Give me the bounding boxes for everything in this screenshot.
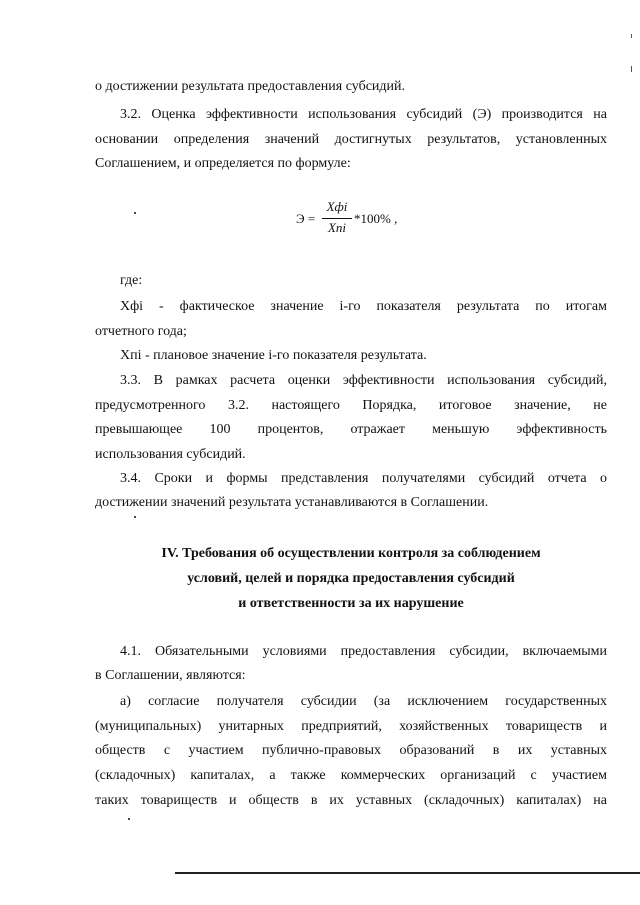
text-line: Соглашением, и определяется по формуле:	[95, 156, 351, 171]
text-line: (муниципальных) унитарных предприятий, хозяйственных товариществ и	[95, 719, 607, 734]
text-line: 3.3. В рамках расчета оценки эффективности использования субсидий,	[120, 373, 607, 388]
text-line: превышающее 100 процентов, отражает меньшую эффективность	[95, 422, 607, 437]
efficiency-formula	[296, 199, 446, 239]
formula-denominator: Хпi	[327, 220, 347, 235]
scan-edge-mark	[631, 34, 632, 38]
formula-rhs: *100% ,	[354, 211, 398, 226]
scan-edge-mark	[631, 66, 632, 72]
text-line: 3.4. Сроки и формы представления получателями субсидий отчета о	[120, 471, 607, 486]
text-line: использования субсидий.	[95, 447, 246, 462]
scan-speck	[134, 212, 136, 214]
text-line: основании определения значений достигнутых результатов, установленных	[95, 132, 607, 147]
section-heading-line: IV. Требования об осуществлении контроля за соблюдением	[161, 546, 541, 561]
formula-numerator: Хфi	[326, 199, 348, 214]
text-line: а) согласие получателя субсидии (за исключением государственных	[120, 694, 607, 709]
text-line: таких товариществ и обществ в их уставных (складочных) капиталах) на	[95, 793, 607, 808]
page-bottom-rule	[175, 872, 640, 874]
text-line: Хфi - фактическое значение i-го показателя результата по итогам	[120, 299, 607, 314]
text-line: о достижении результата предоставления субсидий.	[95, 79, 406, 94]
fraction-bar	[322, 218, 352, 219]
scan-speck	[134, 516, 136, 518]
formula-lhs: Э =	[296, 211, 316, 226]
text-line: где:	[120, 273, 143, 288]
text-line: достижении значений результата устанавливаются в Соглашении.	[95, 495, 489, 510]
section-heading-line: условий, целей и порядка предоставления субсидий	[187, 571, 515, 586]
text-line: предусмотренного 3.2. настоящего Порядка, итоговое значение, не	[95, 398, 607, 413]
scan-speck	[128, 818, 130, 820]
text-line: (складочных) капиталах, а также коммерческих организаций с участием	[95, 768, 607, 783]
text-line: отчетного года;	[95, 324, 187, 339]
text-line: обществ с участием публично-правовых образований в их уставных	[95, 743, 607, 758]
text-line: 3.2. Оценка эффективности использования субсидий (Э) производится на	[120, 107, 607, 122]
text-line: 4.1. Обязательными условиями предоставления субсидии, включаемыми	[120, 644, 607, 659]
section-heading-line: и ответственности за их нарушение	[238, 596, 464, 611]
text-line: в Соглашении, являются:	[95, 668, 246, 683]
text-line: Хпi - плановое значение i-го показателя результата.	[120, 348, 427, 363]
